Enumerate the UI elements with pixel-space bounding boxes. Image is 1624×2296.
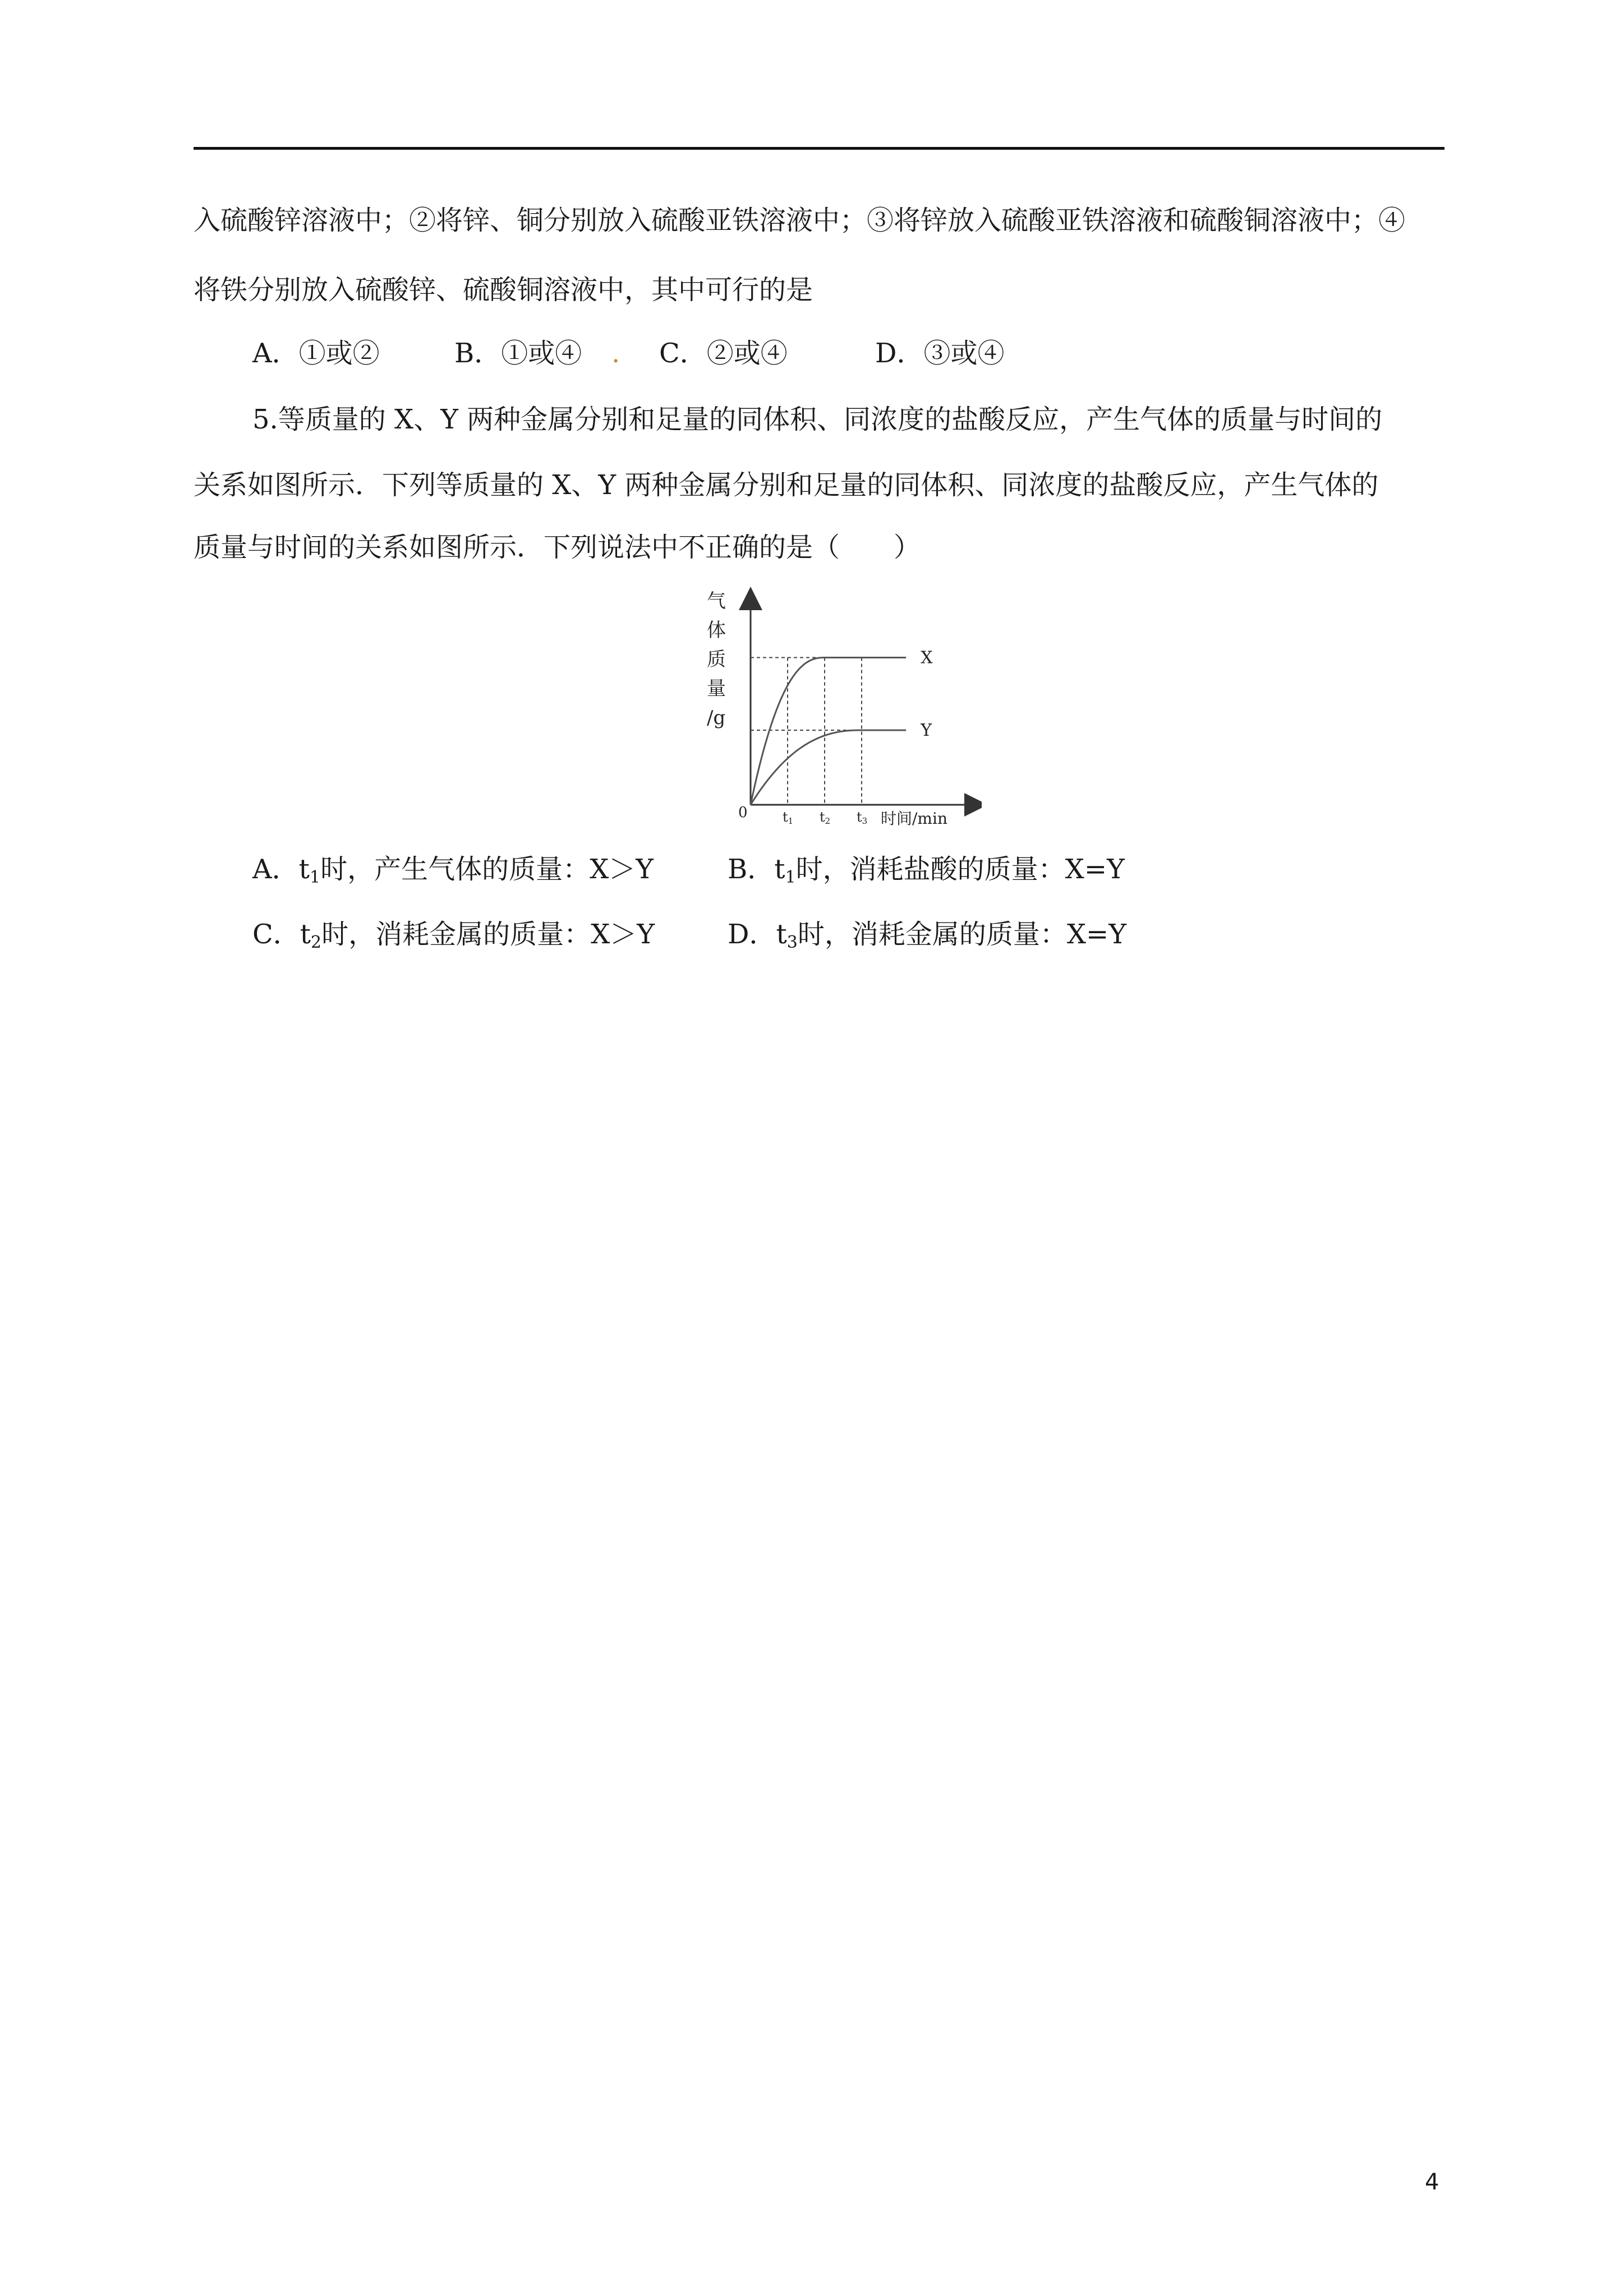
q5-option-b: B．$t_1$时，消耗盐酸的质量：X=Y [728,854,1125,887]
series-curves [751,648,933,805]
q4-stray-dot: . [611,338,620,369]
y-axis-label-char: 体 [707,619,726,642]
continued-text-line-2: 将铁分别放入硫酸锌、硫酸铜溶液中，其中可行的是 [194,274,813,306]
y-axis-label-char: 质 [707,648,726,671]
q4-option-a: A．①或② [252,338,380,369]
y-axis-label-char: /g [707,707,726,729]
x-tick-labels [783,809,867,826]
y-axis-label-char: 量 [707,677,726,700]
series-y-curve [751,730,906,805]
q4-option-b: B．①或④ [454,338,582,369]
q5-option-a: A．$t_1$时，产生气体的质量：X＞Y [252,854,654,887]
x-tick-label-2: t2 [820,809,831,826]
q4-option-d: D．③或④ [875,338,1005,369]
q5-option-d: D．$t_3$时，消耗金属的质量：X=Y [728,919,1126,952]
series-x-curve [751,658,906,805]
q4-option-c: C．②或④ [659,338,788,369]
continued-text-line-1: 入硫酸锌溶液中；②将锌、铜分别放入硫酸亚铁溶液中；③将锌放入硫酸亚铁溶液和硫酸铜溶液中；④ [194,205,1406,236]
x-axis-label: 时间/min [881,809,947,828]
series-x-label: X [921,648,933,668]
series-y-label: Y [921,721,932,740]
x-tick-label-3: t3 [857,809,868,826]
q5-stem-line-3: 质量与时间的关系如图所示．下列说法中不正确的是（ ） [194,532,921,563]
q5-stem-line-1: 5.等质量的 X、Y 两种金属分别和足量的同体积、同浓度的盐酸反应，产生气体的质量与时间的 [252,404,1383,435]
q5-option-c: C．$t_2$时，消耗金属的质量：X＞Y [252,919,655,952]
origin-label: 0 [738,804,748,821]
page-number: 4 [1425,2169,1439,2195]
x-tick-label-1: t1 [783,809,794,826]
y-axis-label-char: 气 [707,590,726,612]
header-rule [194,147,1444,150]
gas-mass-time-chart [668,586,982,833]
y-axis-label [707,590,726,729]
q5-stem-line-2: 关系如图所示．下列等质量的 X、Y 两种金属分别和足量的同体积、同浓度的盐酸反应，产生气体的 [194,469,1379,501]
